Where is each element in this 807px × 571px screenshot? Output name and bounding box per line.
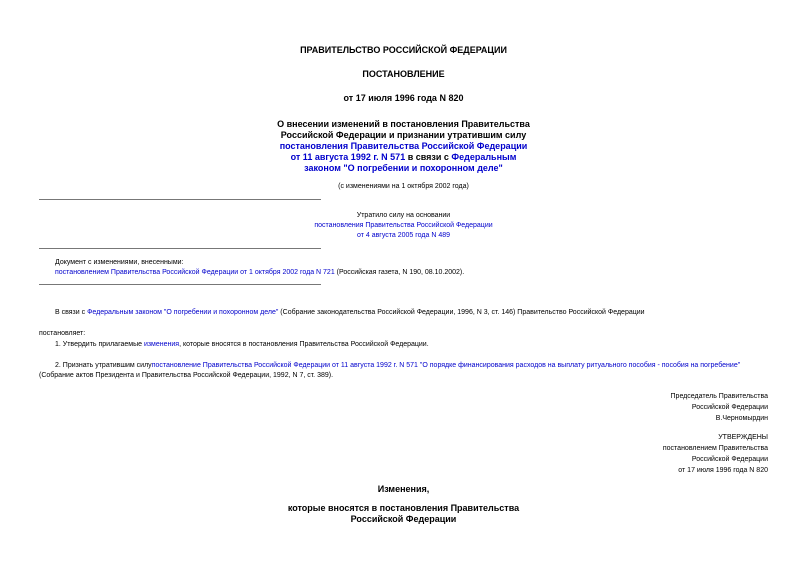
approved-block <box>663 432 768 476</box>
changes-subtitle <box>0 503 807 525</box>
item1-changes-link[interactable]: изменения <box>143 341 180 348</box>
title-mid-text: в связи с <box>405 152 452 162</box>
decree-word: постановляет: <box>39 330 86 337</box>
item2-pre: 2. Признать утратившим силу <box>55 362 152 369</box>
divider <box>39 199 321 200</box>
signature-block <box>671 391 768 424</box>
signature-line-1: Председатель Правительства <box>670 393 768 400</box>
amended-note: (с изменениями на 1 октября 2002 года) <box>338 183 469 190</box>
body-paragraph-1 <box>55 308 645 318</box>
government-title: ПРАВИТЕЛЬСТВО РОССИЙСКОЙ ФЕДЕРАЦИИ <box>300 45 507 55</box>
item1-pre: 1. Утвердить прилагаемые <box>55 341 144 348</box>
title-link-law-part1[interactable]: Федеральным <box>451 152 517 162</box>
approved-line-4: от 17 июля 1996 года N 820 <box>678 467 768 474</box>
item2-source: (Собрание актов Президента и Правительства Российской Федерации, 1992, N 7, ст. 389). <box>39 372 334 379</box>
title-link-date[interactable]: от 11 августа 1992 г. N 571 <box>290 152 406 162</box>
changes-doc-line <box>55 268 464 278</box>
body-item-1 <box>55 340 429 350</box>
body-item-2 <box>55 361 740 371</box>
title-link-resolution[interactable]: постановления Правительства Российской Федерации <box>279 141 528 151</box>
repeal-link-resolution[interactable]: постановления Правительства Российской Федерации <box>314 222 493 229</box>
title-link-law-part2[interactable]: законом "О погребении и похоронном деле" <box>304 163 503 173</box>
item1-post: , которые вносятся в постановления Правительства Российской Федерации. <box>179 341 429 348</box>
title-line-2: Российской Федерации и признании утратившим силу <box>280 130 527 140</box>
changes-subtitle-line-2: Российской Федерации <box>350 514 457 524</box>
title-block <box>0 119 807 174</box>
changes-doc-label: Документ с изменениями, внесенными: <box>55 259 184 266</box>
item2-resolution-link[interactable]: постановление Правительства Российской Федерации от 11 августа 1992 г. N 571 "О порядке финансирования расходов на выплату ритуального пособия - пособия на погребение" <box>151 362 741 369</box>
changes-doc-link[interactable]: постановлением Правительства Российской Федерации от 1 октября 2002 года N 721 <box>55 269 335 276</box>
signature-name: В.Черномырдин <box>715 415 768 422</box>
repeal-note <box>0 211 807 241</box>
divider <box>39 284 321 285</box>
title-line-1: О внесении изменений в постановления Правительства <box>277 119 530 129</box>
repeal-link-date[interactable]: от 4 августа 2005 года N 489 <box>356 232 451 239</box>
p1-law-link[interactable]: Федеральным законом "О погребении и похоронном деле" <box>87 309 279 316</box>
document-type: ПОСТАНОВЛЕНИЕ <box>362 69 445 79</box>
approved-line-1: УТВЕРЖДЕНЫ <box>718 434 768 441</box>
approved-line-2: постановлением Правительства <box>662 445 768 452</box>
p1-post: (Собрание законодательства Российской Федерации, 1996, N 3, ст. 146) Правительство Российской Федерации <box>278 309 645 316</box>
repeal-line: Утратило силу на основании <box>356 212 451 219</box>
approved-line-3: Российской Федерации <box>691 456 768 463</box>
document-date-number: от 17 июля 1996 года N 820 <box>343 93 464 103</box>
signature-line-2: Российской Федерации <box>691 404 768 411</box>
changes-doc-source: (Российская газета, N 190, 08.10.2002). <box>334 269 465 276</box>
p1-pre: В связи с <box>55 309 88 316</box>
changes-subtitle-line-1: которые вносятся в постановления Правительства <box>287 503 520 513</box>
divider <box>39 248 321 249</box>
changes-title: Изменения, <box>377 484 430 494</box>
